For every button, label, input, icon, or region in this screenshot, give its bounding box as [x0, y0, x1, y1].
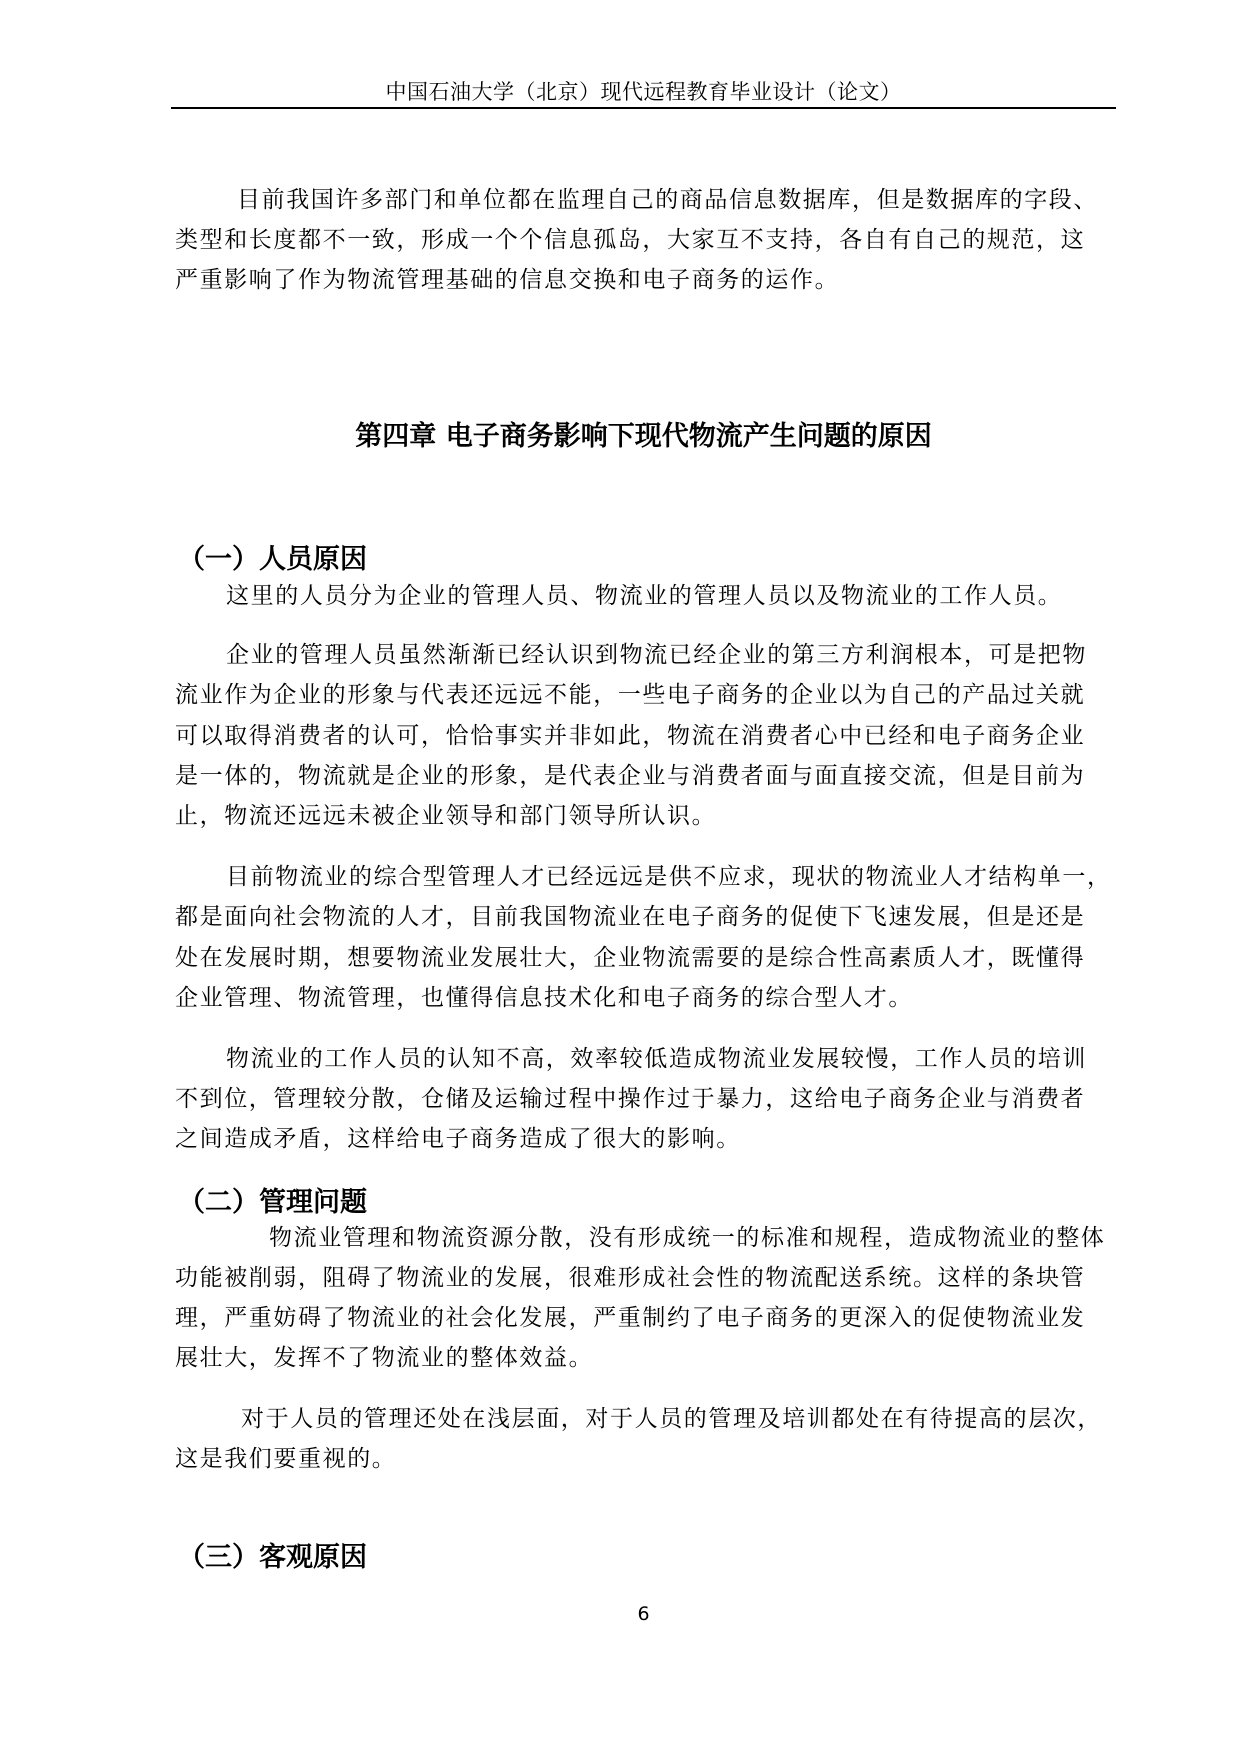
header-divider: [171, 107, 1116, 109]
section-heading: （一）人员原因: [178, 544, 367, 575]
section-heading: （二）管理问题: [178, 1187, 367, 1218]
text-line: 物流业管理和物流资源分散，没有形成统一的标准和规程，造成物流业的整体: [269, 1225, 1106, 1251]
page-number: 6: [637, 1603, 650, 1625]
text-line: 严重影响了作为物流管理基础的信息交换和电子商务的运作。: [175, 267, 840, 293]
text-line: 这里的人员分为企业的管理人员、物流业的管理人员以及物流业的工作人员。: [226, 583, 1063, 609]
text-line: 目前物流业的综合型管理人才已经远远是供不应求，现状的物流业人才结构单一，: [226, 864, 1112, 890]
text-line: 之间造成矛盾，这样给电子商务造成了很大的影响。: [175, 1126, 741, 1152]
text-line: 物流业的工作人员的认知不高，效率较低造成物流业发展较慢，工作人员的培训: [226, 1046, 1087, 1072]
text-line: 不到位，管理较分散，仓储及运输过程中操作过于暴力，这给电子商务企业与消费者: [175, 1086, 1086, 1112]
text-line: 处在发展时期，想要物流业发展壮大，企业物流需要的是综合性高素质人才，既懂得: [175, 945, 1086, 971]
text-line: 对于人员的管理还处在浅层面，对于人员的管理及培训都处在有待提高的层次，: [241, 1406, 1102, 1432]
section-heading: （三）客观原因: [178, 1542, 367, 1573]
text-line: 都是面向社会物流的人才，目前我国物流业在电子商务的促使下飞速发展，但是还是: [175, 904, 1086, 930]
text-line: 企业的管理人员虽然渐渐已经认识到物流已经企业的第三方利润根本，可是把物: [226, 642, 1087, 668]
text-line: 止，物流还远远未被企业领导和部门领导所认识。: [175, 803, 717, 829]
text-line: 流业作为企业的形象与代表还远远不能，一些电子商务的企业以为自己的产品过关就: [175, 682, 1086, 708]
page-header: 中国石油大学（北京）现代远程教育毕业设计（论文）: [385, 80, 902, 104]
text-line: 理，严重妨碍了物流业的社会化发展，严重制约了电子商务的更深入的促使物流业发: [175, 1305, 1086, 1331]
text-line: 类型和长度都不一致，形成一个个信息孤岛，大家互不支持，各自有自己的规范，这: [175, 227, 1086, 253]
text-line: 功能被削弱，阻碍了物流业的发展，很难形成社会性的物流配送系统。这样的条块管: [175, 1265, 1086, 1291]
text-line: 企业管理、物流管理，也懂得信息技术化和电子商务的综合型人才。: [175, 985, 913, 1011]
text-line: 展壮大，发挥不了物流业的整体效益。: [175, 1345, 594, 1371]
text-line: 这是我们要重视的。: [175, 1446, 397, 1472]
chapter-title: 第四章 电子商务影响下现代物流产生问题的原因: [355, 421, 932, 452]
text-line: 是一体的，物流就是企业的形象，是代表企业与消费者面与面直接交流，但是目前为: [175, 763, 1086, 789]
text-line: 可以取得消费者的认可，恰恰事实并非如此，物流在消费者心中已经和电子商务企业: [175, 723, 1086, 749]
text-line: 目前我国许多部门和单位都在监理自己的商品信息数据库，但是数据库的字段、: [237, 187, 1098, 213]
